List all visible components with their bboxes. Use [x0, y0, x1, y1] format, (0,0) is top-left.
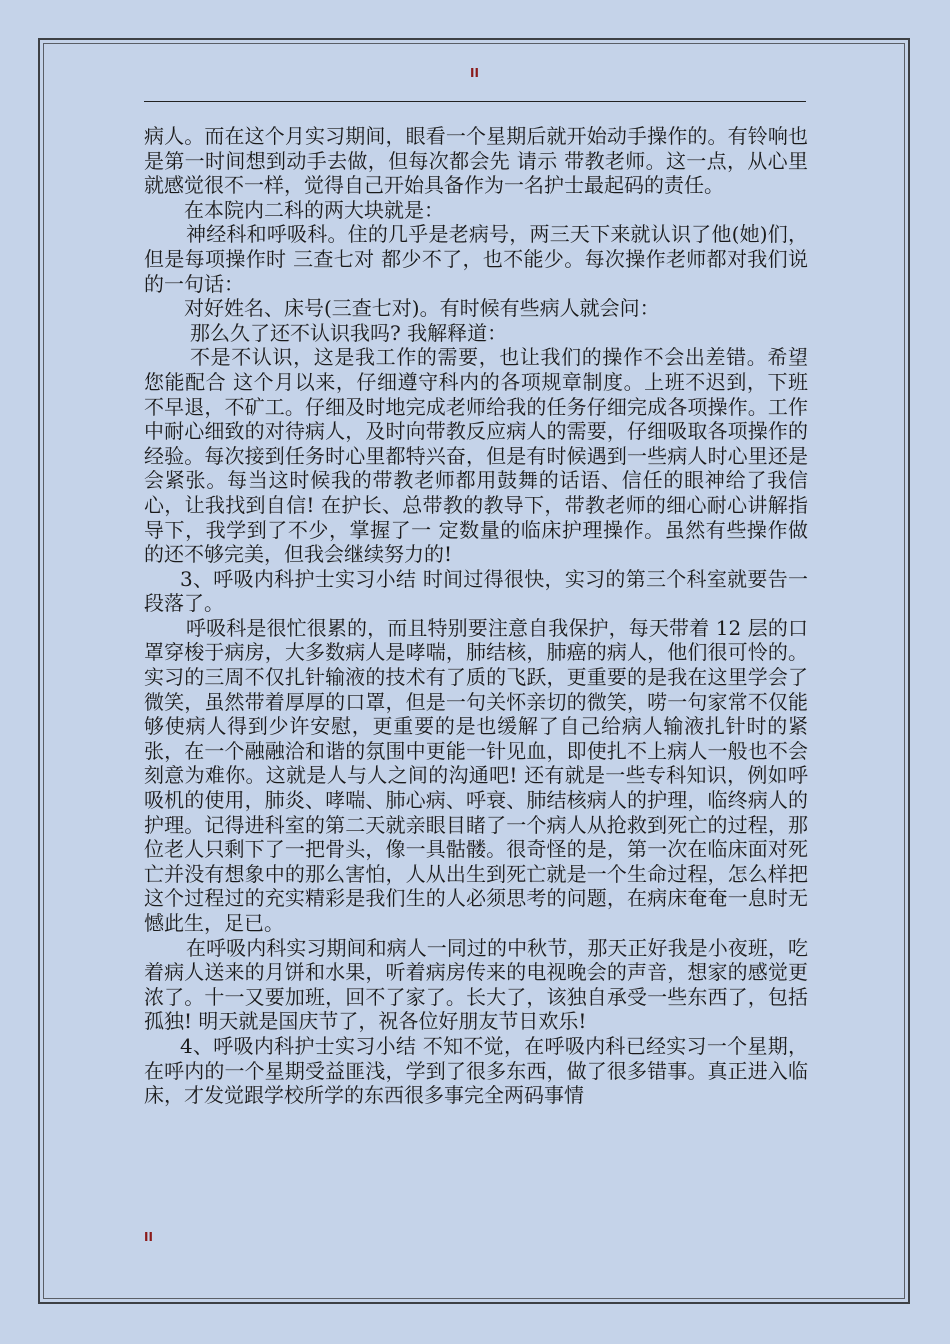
header-mark: II — [470, 66, 479, 80]
paragraph: 病人。而在这个月实习期间，眼看一个星期后就开始动手操作的。有铃响也是第一时间想到动手去做，但每次都会先 请示 带教老师。这一点，从心里就感觉很不一样，觉得自己开始具备作为一名护士最起码的责任。 — [144, 124, 808, 198]
document-body — [144, 124, 808, 1108]
header-rule — [144, 101, 806, 102]
paragraph: 4、呼吸内科护士实习小结 不知不觉，在呼吸内科已经实习一个星期，在呼内的一个星期受益匪浅，学到了很多东西，做了很多错事。真正进入临床，才发觉跟学校所学的东西很多事完全两码事情 — [144, 1033, 808, 1108]
footer-mark: II — [144, 1230, 153, 1244]
paragraph: 对好姓名、床号(三查七对)。有时候有些病人就会问： — [184, 296, 660, 321]
paragraph: 呼吸科是很忙很累的，而且特别要注意自我保护，每天带着 12 层的口罩穿梭于病房，大多数病人是哮喘，肺结核，肺癌的病人，他们很可怜的。实习的三周不仅扎针输液的技术有了质的飞跃，更重要的是我在这里学会了微笑，虽然带着厚厚的口罩，但是一句关怀亲切的微笑，唠一句家常不仅能够使病人得到少许安慰，更重要的是也缓解了自己给病人输液扎针时的紧张，在一个融融洽和谐的氛围中更能一针见血，即使扎不上病人一般也不会刻意为难你。这就是人与人之间的沟通吧! 还有就是一些专科知识，例如呼吸机的使用，肺炎、哮喘、肺心病、呼衰、肺结核病人的护理，临终病人的护理。记得进科室的第二天就亲眼目睹了一个病人从抢救到死亡的过程，那位老人只剩下了一把骨头，像一具骷髅。很奇怪的是，第一次在临床面对死亡并没有想象中的那么害怕，人从出生到死亡就是一个生命过程，怎么样把这个过程过的充实精彩是我们生的人必须思考的问题，在病床奄奄一息时无憾此生，足已。 — [144, 615, 808, 935]
paragraph: 神经科和呼吸科。住的几乎是老病号，两三天下来就认识了他(她)们，但是每项操作时 三查七对 都少不了，也不能少。每次操作老师都对我们说的一句话： — [144, 222, 808, 296]
paragraph: 在呼吸内科实习期间和病人一同过的中秋节，那天正好我是小夜班，吃着病人送来的月饼和水果，听着病房传来的电视晚会的声音，想家的感觉更浓了。十一又要加班，回不了家了。长大了，该独自承受一些东西了，包括孤独! 明天就是国庆节了，祝各位好朋友节日欢乐! — [144, 935, 808, 1034]
paragraph: 那么久了还不认识我吗? 我解释道： — [190, 320, 508, 345]
paragraph: 在本院内二科的两大块就是： — [184, 197, 444, 222]
paragraph: 不是不认识，这是我工作的需要，也让我们的操作不会出差错。希望您能配合 这个月以来，仔细遵守科内的各项规章制度。上班不迟到，下班不早退，不矿工。仔细及时地完成老师给我的任务仔细完成各项操作。工作中耐心细致的对待病人，及时向带教反应病人的需要，仔细吸取各项操作的经验。每次接到任务时心里都特兴奋，但是有时候遇到一些病人时心里还是会紧张。每当这时候我的带教老师都用鼓舞的话语、信任的眼神给了我信心，让我找到自信! 在护长、总带教的教导下，带教老师的细心耐心讲解指导下，我学到了不少，掌握了一 定数量的临床护理操作。虽然有些操作做的还不够完美，但我会继续努力的! — [144, 345, 808, 567]
paragraph: 3、呼吸内科护士实习小结 时间过得很快，实习的第三个科室就要告一段落了。 — [144, 566, 808, 616]
